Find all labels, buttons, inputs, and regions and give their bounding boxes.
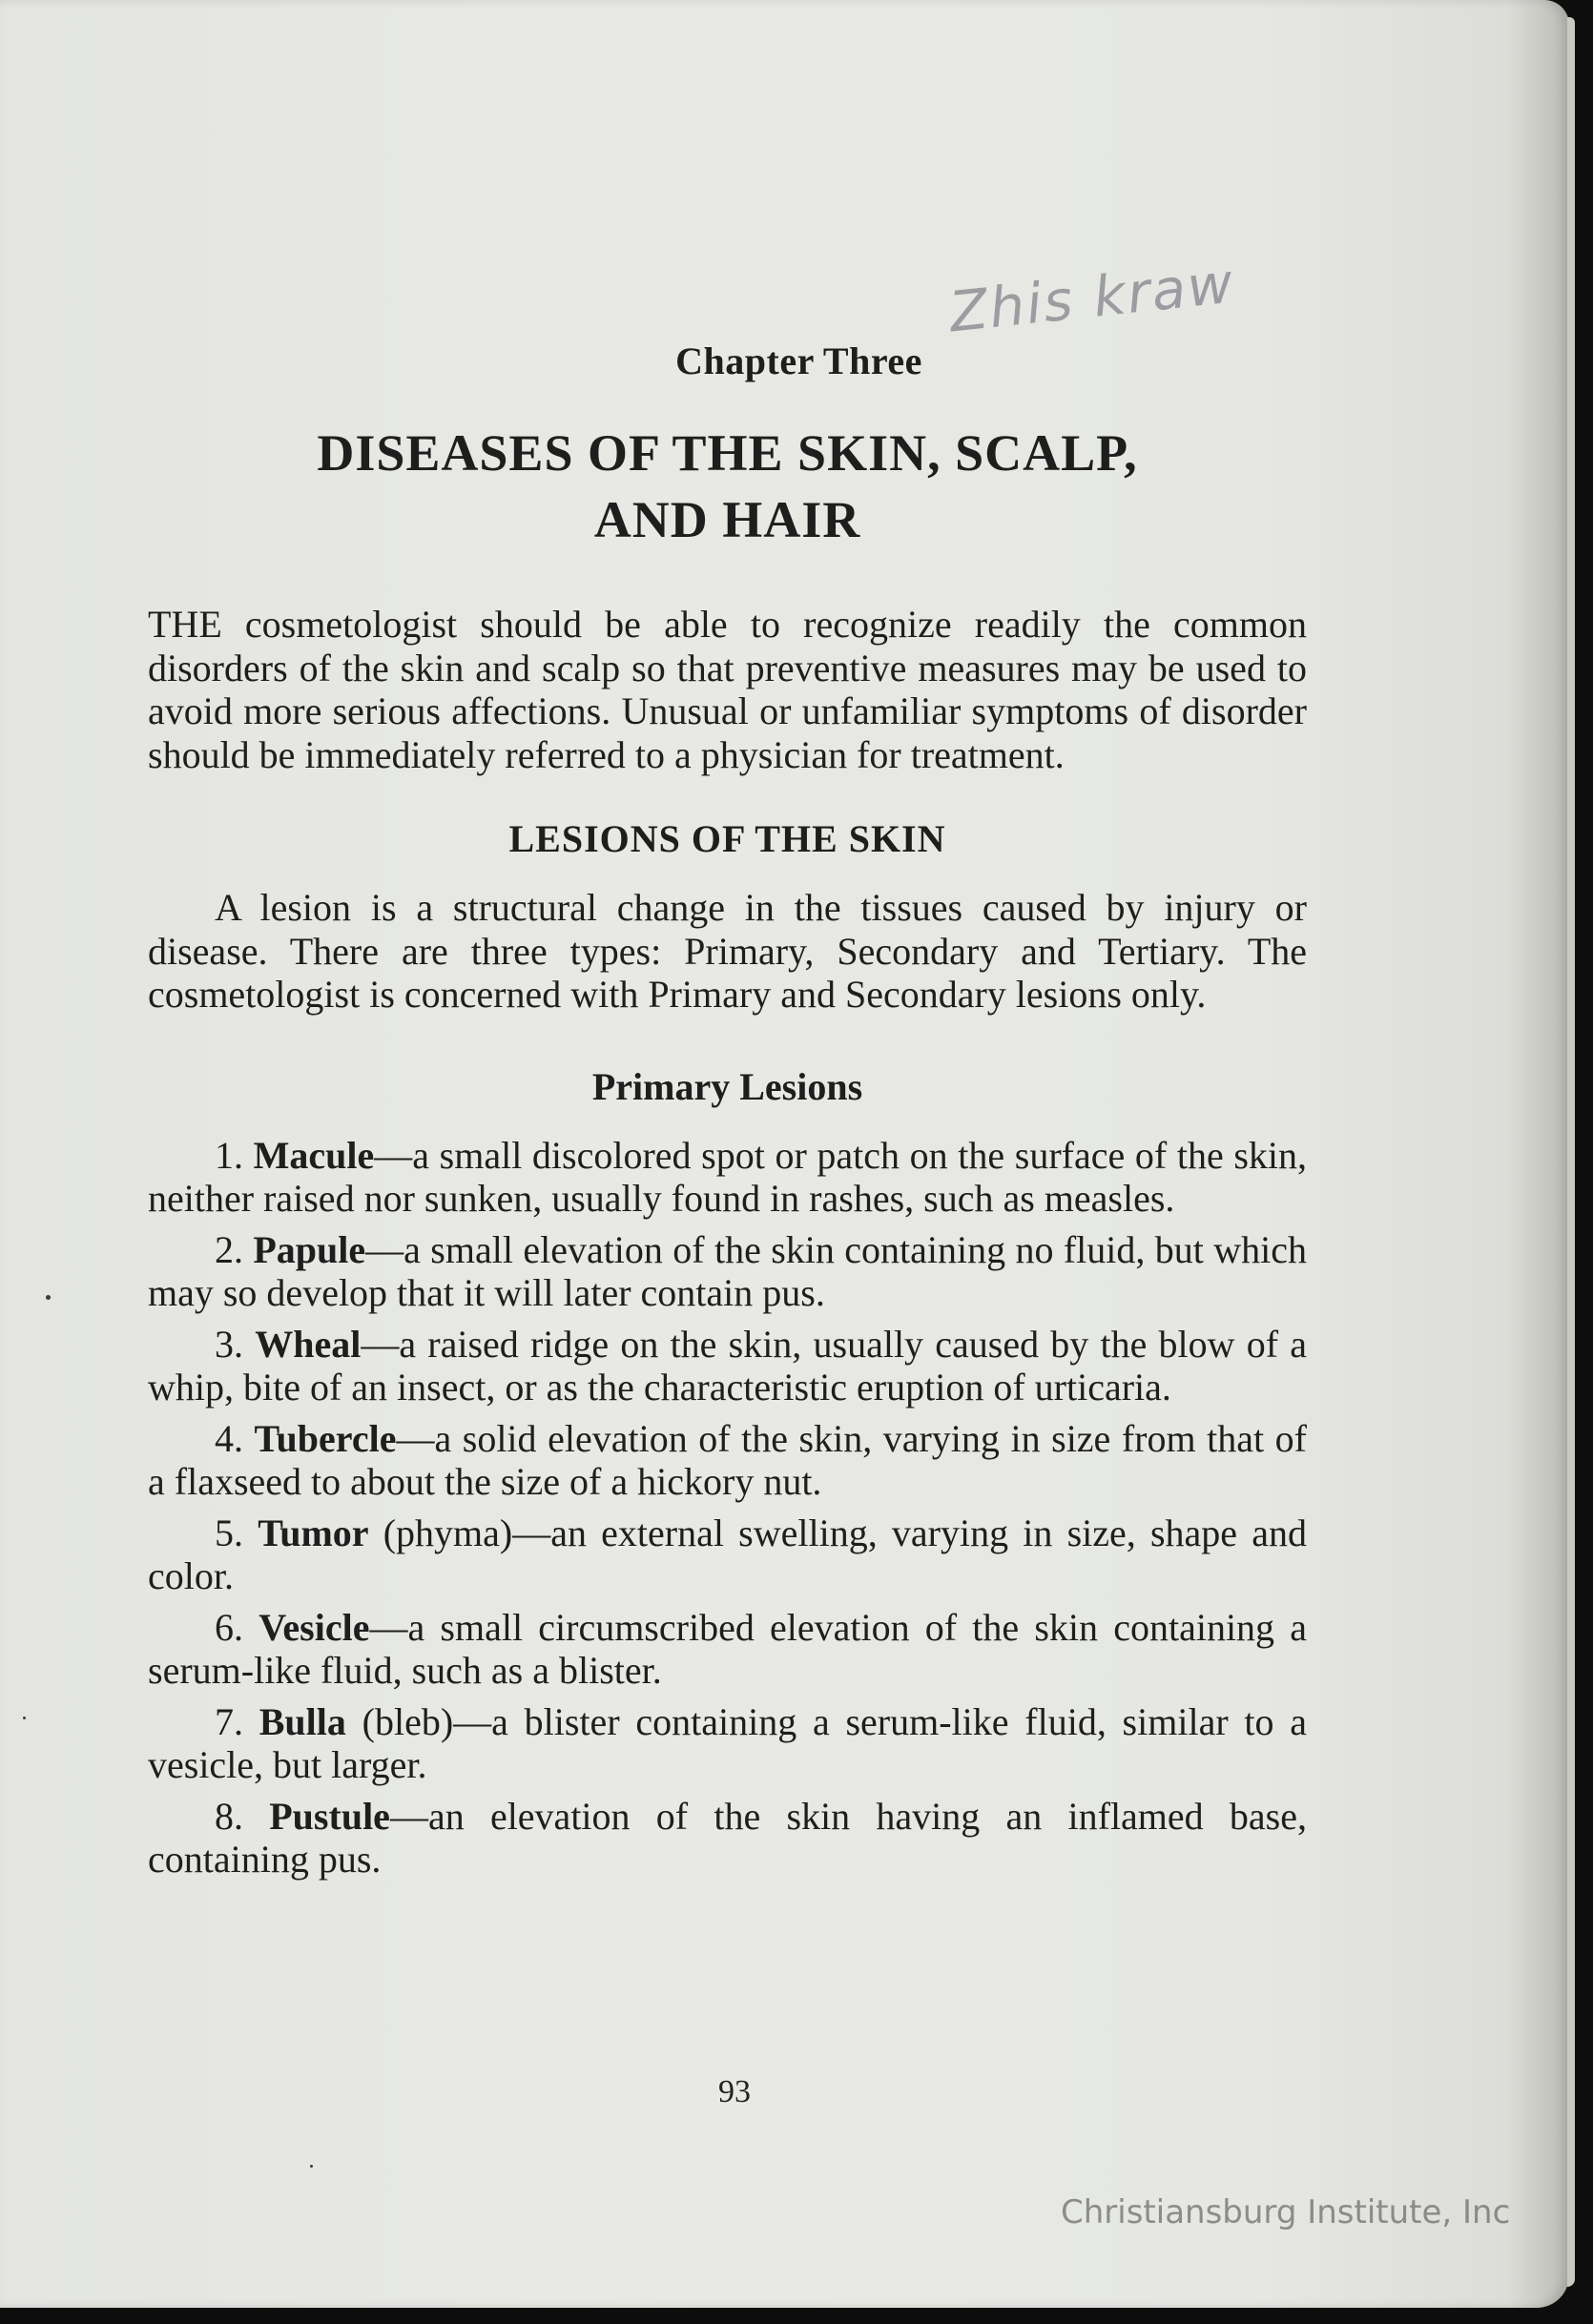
item-term: Vesicle [259,1605,370,1649]
item-term: Tubercle [254,1416,397,1460]
item-number: 1. [215,1133,243,1177]
item-number: 4. [215,1416,243,1460]
list-item [148,1606,1307,1693]
list-item [148,1134,1307,1221]
paper-speck [46,1295,51,1300]
item-text: —an elevation of the skin having an inflamed base, containing pus. [148,1794,1307,1881]
item-term: Macule [253,1133,375,1177]
item-term: Papule [253,1227,366,1271]
item-term: Wheal [255,1322,362,1366]
item-number: 2. [215,1227,243,1271]
list-item [148,1228,1307,1315]
page-content [148,339,1307,1889]
chapter-title-line-1: DISEASES OF THE SKIN, SCALP, [317,424,1138,482]
list-item [148,1512,1307,1598]
list-item [148,1417,1307,1504]
item-text: —a solid elevation of the skin, varying in size from that of a flaxseed to about the size of a hickory nut. [148,1416,1307,1503]
item-text: (bleb)—a blister containing a serum-like fluid, similar to a vesicle, but larger. [148,1699,1308,1786]
item-text: —a small discolored spot or patch on the surface of the skin, neither raised nor sunken, usually found in rashes, such as measles. [148,1133,1308,1220]
item-term: Bulla [259,1699,346,1743]
item-number: 5. [215,1511,243,1554]
chapter-title [148,420,1307,553]
list-item [148,1700,1307,1787]
item-text: —a small circumscribed elevation of the skin containing a serum-like fluid, such as a blister. [148,1605,1308,1692]
list-item [148,1795,1307,1882]
item-text: —a raised ridge on the skin, usually caused by the blow of a whip, bite of an insect, or as the characteristic eruption of urticaria. [148,1322,1308,1409]
item-term: Pustule [269,1794,390,1838]
item-number: 7. [215,1699,243,1743]
paper-speck [23,1717,26,1719]
lesions-paragraph: A lesion is a structural change in the tissues caused by injury or disease. There are three types: Primary, Secondary and Tertiary. The cosmetologist is concerned with Primary and Secondary lesions only. [148,886,1307,1016]
item-text: —a small elevation of the skin containing no fluid, but which may so develop that it will later contain pus. [148,1227,1307,1314]
item-text: (phyma)—an external swelling, varying in size, shape and color. [148,1511,1308,1597]
section-heading: LESIONS OF THE SKIN [508,817,946,860]
item-number: 6. [215,1605,243,1649]
paper-speck [310,2165,313,2168]
intro-paragraph: THE cosmetologist should be able to recognize readily the common disorders of the skin and scalp so that preventive measures may be used to avoid more serious affections. Unusual or unfamiliar symptoms of disorder should be immediately referred to a physician for treatment. [148,603,1307,776]
chapter-label: Chapter Three [675,339,922,382]
handwritten-note: Zhis kraw [946,250,1238,345]
item-term: Tumor [258,1511,369,1554]
page-number: 93 [718,2074,751,2109]
page-edge [1567,17,1575,2287]
list-item [148,1323,1307,1409]
item-number: 8. [215,1794,243,1838]
primary-lesions-heading: Primary Lesions [591,1064,863,1108]
watermark: Christiansburg Institute, Inc [1061,2193,1511,2231]
item-number: 3. [215,1322,243,1366]
lesion-list [148,1134,1307,1882]
chapter-title-line-2: AND HAIR [593,491,861,548]
